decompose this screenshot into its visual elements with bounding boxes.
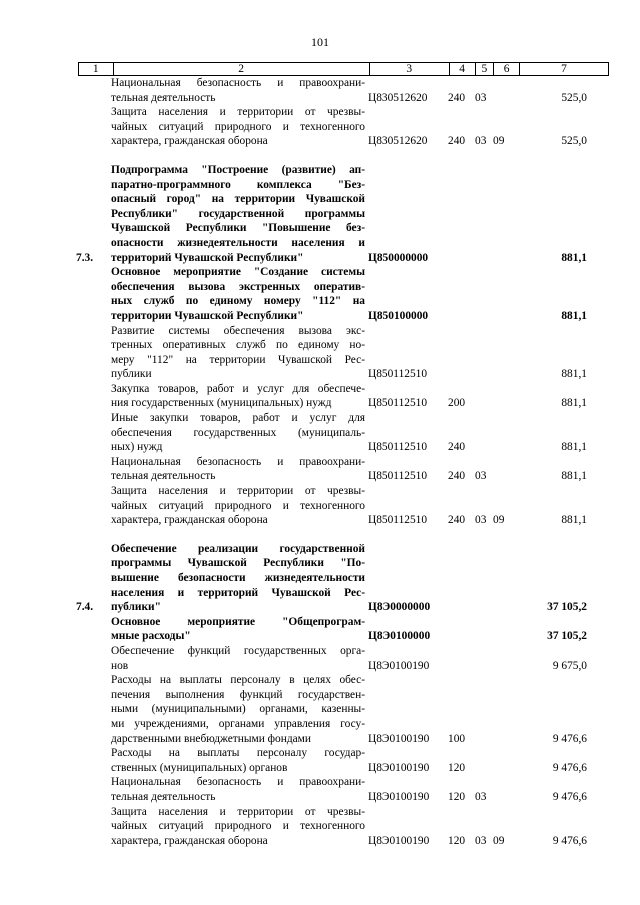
budget-code: Ц850112510 xyxy=(368,368,428,381)
expense-type: 120 xyxy=(448,834,466,847)
table-row xyxy=(0,265,640,323)
row-name xyxy=(111,746,365,775)
section-number: 7.3. xyxy=(76,251,94,264)
row-name-line: ния государственных (муниципальных) нужд xyxy=(111,397,332,410)
budget-code: Ц830512620 xyxy=(368,91,428,104)
row-name-line: чайных ситуаций природного и техногенного xyxy=(111,120,365,133)
amount: 9 476,6 xyxy=(552,790,587,803)
expense-type: 240 xyxy=(448,441,466,454)
table-row xyxy=(0,324,640,382)
row-name-line: Чувашской Республики "Повышение без- xyxy=(111,222,365,235)
amount: 9 675,0 xyxy=(552,659,587,672)
table-row xyxy=(0,484,640,528)
row-name-line: вышение безопасности жизнедеятельности xyxy=(111,572,365,584)
row-name-line: Национальная безопасность и правоохрани- xyxy=(111,455,365,468)
row-name-line: ственных (муниципальных) органов xyxy=(111,761,288,774)
row-name-line: Основное мероприятие "Создание системы xyxy=(111,266,365,279)
section-code: 03 xyxy=(475,834,487,847)
row-name-line: публики" xyxy=(111,601,161,614)
row-name-line: Расходы на выплаты персоналу государ- xyxy=(111,747,365,760)
row-name xyxy=(111,542,365,615)
table-row xyxy=(0,746,640,775)
amount: 9 476,6 xyxy=(552,732,587,745)
table-row xyxy=(0,382,640,411)
row-name-line: Закупка товаров, работ и услуг для обеспече- xyxy=(111,382,365,395)
row-name-line: Подпрограмма "Построение (развитие) ап- xyxy=(111,163,365,176)
row-name-line: Защита населения и территории от чрезвы- xyxy=(111,106,365,119)
amount: 525,0 xyxy=(561,135,587,148)
row-name-line: нов xyxy=(111,659,129,672)
row-name xyxy=(111,673,365,746)
row-name-line: меру "112" на территории Чувашской Рес- xyxy=(111,353,365,366)
row-name-line: опасности жизнедеятельности населения и xyxy=(111,236,365,249)
amount: 37 105,2 xyxy=(547,630,587,643)
amount: 9 476,6 xyxy=(552,761,587,774)
table-body xyxy=(0,76,640,848)
amount: 881,1 xyxy=(561,470,587,483)
row-name-line: обеспечения вызова экстренных оператив- xyxy=(111,280,365,293)
expense-type: 240 xyxy=(448,135,466,148)
budget-code: Ц850000000 xyxy=(368,251,429,264)
amount: 881,1 xyxy=(561,251,587,264)
row-name-line: характера, гражданская оборона xyxy=(111,135,268,148)
section-number: 7.4. xyxy=(76,601,94,614)
row-spacer xyxy=(0,528,640,542)
header-col-5: 5 xyxy=(476,63,495,75)
row-name-line: Обеспечение функций государственных орга- xyxy=(111,644,365,657)
table-header xyxy=(78,62,609,76)
amount: 525,0 xyxy=(561,91,587,104)
budget-code: Ц8Э0000000 xyxy=(368,601,431,614)
amount: 881,1 xyxy=(561,441,587,454)
row-name-line: Национальная безопасность и правоохрани- xyxy=(111,77,365,89)
header-col-7: 7 xyxy=(561,63,567,75)
amount: 37 105,2 xyxy=(547,601,587,614)
row-name-line: ми учреждениями, органами управления госу- xyxy=(111,717,365,730)
table-row xyxy=(0,673,640,746)
row-name-line: ных) нужд xyxy=(111,441,163,454)
row-name-line: обеспечения государственных (муниципаль- xyxy=(111,426,365,439)
amount: 881,1 xyxy=(561,514,587,527)
row-name-line: Основное мероприятие "Общепрограм- xyxy=(111,615,365,628)
row-name xyxy=(111,805,365,849)
row-name-line: тельная деятельность xyxy=(111,91,216,104)
header-col-6: 6 xyxy=(494,63,520,75)
row-name-line: территории Чувашской Республики" xyxy=(111,309,304,322)
row-name-line: Национальная безопасность и правоохрани- xyxy=(111,776,365,789)
section-code: 03 xyxy=(475,514,487,527)
row-name xyxy=(111,163,365,265)
expense-type: 240 xyxy=(448,514,466,527)
row-name xyxy=(111,265,365,323)
expense-type: 200 xyxy=(448,397,466,410)
row-name-line: характера, гражданская оборона xyxy=(111,514,268,527)
row-name-line: тренных оперативных служб по единому но- xyxy=(111,339,365,352)
budget-code: Ц850112510 xyxy=(368,397,428,410)
row-name-line: опасный город" на территории Чувашской xyxy=(111,193,365,206)
budget-code: Ц850112510 xyxy=(368,441,428,454)
row-name-line: мные расходы" xyxy=(111,630,191,643)
section-code: 03 xyxy=(475,135,487,148)
expense-type: 120 xyxy=(448,790,466,803)
amount: 881,1 xyxy=(561,397,587,410)
table-row xyxy=(0,805,640,849)
table-row xyxy=(0,411,640,455)
row-name xyxy=(111,484,365,528)
row-name-line: тельная деятельность xyxy=(111,470,216,483)
row-name xyxy=(111,775,365,804)
table-row xyxy=(0,542,640,615)
budget-code: Ц8Э0100190 xyxy=(368,659,430,672)
section-code: 03 xyxy=(475,91,487,104)
row-name-line: Обеспечение реализации государственной xyxy=(111,542,365,555)
row-name xyxy=(111,105,365,149)
section-code: 03 xyxy=(475,790,487,803)
budget-code: Ц830512620 xyxy=(368,135,428,148)
expense-type: 240 xyxy=(448,470,466,483)
row-name-line: публики xyxy=(111,368,152,381)
row-name-line: программы Чувашской Республики "По- xyxy=(111,557,365,570)
header-col-1: 1 xyxy=(79,63,114,75)
subsection-code: 09 xyxy=(493,834,505,847)
row-name xyxy=(111,411,365,455)
budget-code: Ц850112510 xyxy=(368,514,428,527)
row-name-line: дарственными внебюджетными фондами xyxy=(111,732,311,745)
row-name-line: характера, гражданская оборона xyxy=(111,834,268,847)
expense-type: 120 xyxy=(448,761,466,774)
table-row xyxy=(0,105,640,149)
header-col-3: 3 xyxy=(370,63,450,75)
table-row xyxy=(0,163,640,265)
row-name-line: Расходы на выплаты персоналу в целях обес- xyxy=(111,674,365,687)
row-name-line: Развитие системы обеспечения вызова экс- xyxy=(111,324,365,337)
section-code: 03 xyxy=(475,470,487,483)
row-name xyxy=(111,382,365,411)
row-name-line: территорий Чувашской Республики" xyxy=(111,251,304,264)
budget-code: Ц8Э0100190 xyxy=(368,834,430,847)
table-row xyxy=(0,455,640,484)
budget-code: Ц850100000 xyxy=(368,309,429,322)
row-name-line: тельная деятельность xyxy=(111,790,216,803)
expense-type: 100 xyxy=(448,732,466,745)
amount: 9 476,6 xyxy=(552,834,587,847)
amount: 881,1 xyxy=(561,309,587,322)
row-name xyxy=(111,76,365,105)
table-row xyxy=(0,76,640,105)
row-name xyxy=(111,615,365,644)
row-name-line: ных служб по единому номеру "112" на xyxy=(111,295,365,308)
header-col-2: 2 xyxy=(114,63,370,75)
row-name-line: Защита населения и территории от чрезвы- xyxy=(111,485,365,498)
row-name xyxy=(111,644,365,673)
table-row xyxy=(0,644,640,673)
row-name-line: чайных ситуаций природного и техногенного xyxy=(111,820,365,833)
table-row xyxy=(0,615,640,644)
budget-code: Ц8Э0100190 xyxy=(368,732,430,745)
page-number: 101 xyxy=(311,35,329,49)
row-name-line: населения и территорий Чувашской Рес- xyxy=(111,586,365,599)
row-name xyxy=(111,455,365,484)
subsection-code: 09 xyxy=(493,514,505,527)
row-spacer xyxy=(0,149,640,163)
header-col-4: 4 xyxy=(450,63,476,75)
row-name-line: ными (муниципальными) органами, казенны- xyxy=(111,703,365,716)
row-name-line: чайных ситуаций природного и техногенного xyxy=(111,499,365,512)
subsection-code: 09 xyxy=(493,135,505,148)
row-name-line: Республики" государственной программы xyxy=(111,207,365,220)
budget-code: Ц8Э0100190 xyxy=(368,790,430,803)
row-name-line: печения выполнения функций государствен- xyxy=(111,688,365,701)
row-name-line: Иные закупки товаров, работ и услуг для xyxy=(111,412,365,425)
row-name-line: паратно-программного комплекса "Без- xyxy=(111,178,365,191)
row-name xyxy=(111,324,365,382)
amount: 881,1 xyxy=(561,368,587,381)
row-name-line: Защита населения и территории от чрезвы- xyxy=(111,805,365,818)
budget-code: Ц8Э0100000 xyxy=(368,630,431,643)
expense-type: 240 xyxy=(448,91,466,104)
budget-code: Ц850112510 xyxy=(368,470,428,483)
table-row xyxy=(0,775,640,804)
budget-code: Ц8Э0100190 xyxy=(368,761,430,774)
